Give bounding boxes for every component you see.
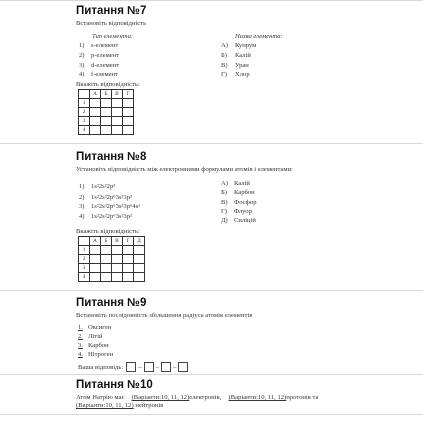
grid-cell[interactable] [101,264,112,273]
list-item: Карбон [234,189,255,196]
list-item-letter: А) [221,180,228,187]
list-item-number: 1) [79,42,85,49]
answer-slot-1[interactable] [126,362,136,372]
grid-cell[interactable] [123,99,134,108]
grid-cell[interactable] [101,126,112,135]
sentence-text: нейтронів [135,402,164,409]
list-item: Калій [235,52,251,59]
list-item: Фосфор [234,199,257,206]
list-item: Уран [235,62,249,69]
blank-protons-dropdown[interactable]: (Варіанти:10, 11, 12) [228,394,287,401]
grid-row-header: 4 [79,273,90,282]
electron-formula: 1s²2s²2p⁶3s²3p⁶4s¹ [91,203,141,210]
grid-cell[interactable] [101,273,112,282]
grid-cell[interactable] [134,255,145,264]
grid-cell[interactable] [90,108,101,117]
grid-cell[interactable] [112,246,123,255]
question-7-title: Питання №7 [76,5,147,17]
grid-cell[interactable] [112,273,123,282]
electron-formula: 1s²2s²2p⁶3s²3p² [91,213,132,220]
divider [0,414,423,415]
list-item-letter: В) [221,62,228,69]
question-7-instruction: Встановіть відповідність [76,20,147,27]
dash-separator: – [155,363,159,371]
divider [0,374,423,375]
grid-label: Вкажіть відповідність: [76,228,140,235]
grid-label: Вкажіть відповідність: [76,81,140,88]
grid-cell[interactable] [101,255,112,264]
divider [0,290,423,291]
grid-col-header: А [90,90,101,99]
grid-row-header: 3 [79,264,90,273]
grid-cell[interactable] [134,246,145,255]
grid-cell[interactable] [134,273,145,282]
grid-cell[interactable] [112,108,123,117]
electron-formula: 1s²2s²2p³ [91,183,116,190]
grid-cell[interactable] [123,126,134,135]
sequence-item[interactable]: Літій [88,333,103,340]
list-item-number: 2) [79,52,85,59]
grid-cell[interactable] [123,246,134,255]
list-item: Калій [234,180,250,187]
answer-slot-4[interactable] [178,362,188,372]
question-10-title: Питання №10 [76,379,153,391]
question-9-instruction: Встановіть послідовність збільшення радіуса атомів елементів [76,312,253,319]
sequence-item-number: 4. [78,351,83,358]
grid-row-header: 4 [79,126,90,135]
grid-row-header: 1 [79,246,90,255]
grid-row-header: 1 [79,99,90,108]
question-8-instruction: Установіть відповідність між електронними формулами атомів і елементами: [76,166,293,173]
list-item-letter: Г) [221,71,228,78]
sequence-item[interactable]: Оксиген [88,324,112,331]
answer-grid-q7 [78,89,134,135]
grid-cell[interactable] [90,273,101,282]
grid-col-header: Б [101,237,112,246]
grid-cell[interactable] [90,255,101,264]
grid-cell[interactable] [123,117,134,126]
grid-cell[interactable] [112,264,123,273]
list-item-number: 2) [79,194,85,201]
question-8-title: Питання №8 [76,151,147,163]
grid-col-header: Д [134,237,145,246]
grid-cell[interactable] [90,246,101,255]
grid-col-header: В [112,90,123,99]
grid-cell[interactable] [101,108,112,117]
grid-cell[interactable] [123,108,134,117]
divider [0,0,423,1]
grid-row-header: 3 [79,117,90,126]
grid-row-header: 2 [79,255,90,264]
question-10-line-1 [76,394,318,401]
grid-cell[interactable] [90,117,101,126]
list-item-number: 1) [79,183,85,190]
grid-cell[interactable] [112,126,123,135]
answer-slot-3[interactable] [161,362,171,372]
grid-corner [79,237,90,246]
answer-grid-q8 [78,236,145,282]
left-column-header: Тип елемента: [92,33,134,40]
grid-cell[interactable] [101,246,112,255]
list-item-letter: Г) [221,208,228,215]
grid-col-header: Б [101,90,112,99]
question-10-line-2 [76,402,163,409]
sentence-text: електронів, [189,394,222,401]
sequence-item[interactable]: Карбон [88,342,109,349]
sequence-item-number: 3. [78,342,83,349]
list-item-number: 4) [79,213,85,220]
grid-cell[interactable] [90,99,101,108]
grid-cell[interactable] [112,117,123,126]
list-item: Флуор [234,208,252,215]
sequence-item-number: 1. [78,324,83,331]
list-item: s-елемент [91,42,119,49]
sequence-item-number: 2. [78,333,83,340]
grid-col-header: Г [123,90,134,99]
dash-separator: – [172,363,177,371]
electron-formula: 1s²2s²2p⁶3s²3p³ [91,194,132,201]
blank-neutrons-dropdown[interactable]: (Варіанти:10, 11, 12) [76,402,134,409]
sequence-item[interactable]: Нітроген [88,351,114,358]
list-item-number: 3) [79,62,85,69]
grid-col-header: Г [123,237,134,246]
answer-sequence-row [78,362,188,372]
list-item: Купрум [235,42,257,49]
grid-cell[interactable] [112,255,123,264]
grid-cell[interactable] [134,264,145,273]
right-column-header: Назва елемента: [235,33,283,40]
grid-cell[interactable] [123,273,134,282]
grid-cell[interactable] [101,117,112,126]
list-item-number: 4) [79,71,85,78]
sentence-text: Атом Натрію має [76,394,125,401]
list-item-letter: В) [221,199,228,206]
sentence-text: протонів та [286,394,319,401]
grid-col-header: А [90,237,101,246]
grid-row-header: 2 [79,108,90,117]
grid-cell[interactable] [123,255,134,264]
list-item-letter: Б) [221,52,227,59]
list-item-letter: Б) [221,189,227,196]
answer-slot-2[interactable] [144,362,154,372]
grid-cell[interactable] [90,126,101,135]
list-item: d-елемент [91,62,120,69]
list-item: Хлор [235,71,250,78]
answer-label: Ваша відповідь: [78,363,124,371]
question-9-title: Питання №9 [76,297,147,309]
grid-corner [79,90,90,99]
grid-col-header: В [112,237,123,246]
grid-cell[interactable] [90,264,101,273]
list-item: p-елемент [91,52,120,59]
list-item-number: 3) [79,203,85,210]
list-item-letter: Д) [221,217,228,224]
list-item-letter: А) [221,42,228,49]
grid-cell[interactable] [123,264,134,273]
blank-electrons-dropdown[interactable]: (Варіанти:10, 11, 12) [131,394,190,401]
grid-cell[interactable] [101,99,112,108]
grid-cell[interactable] [112,99,123,108]
list-item: f-елемент [91,71,119,78]
list-item: Силіцій [234,217,256,224]
dash-separator: – [138,363,142,371]
divider [0,143,423,144]
